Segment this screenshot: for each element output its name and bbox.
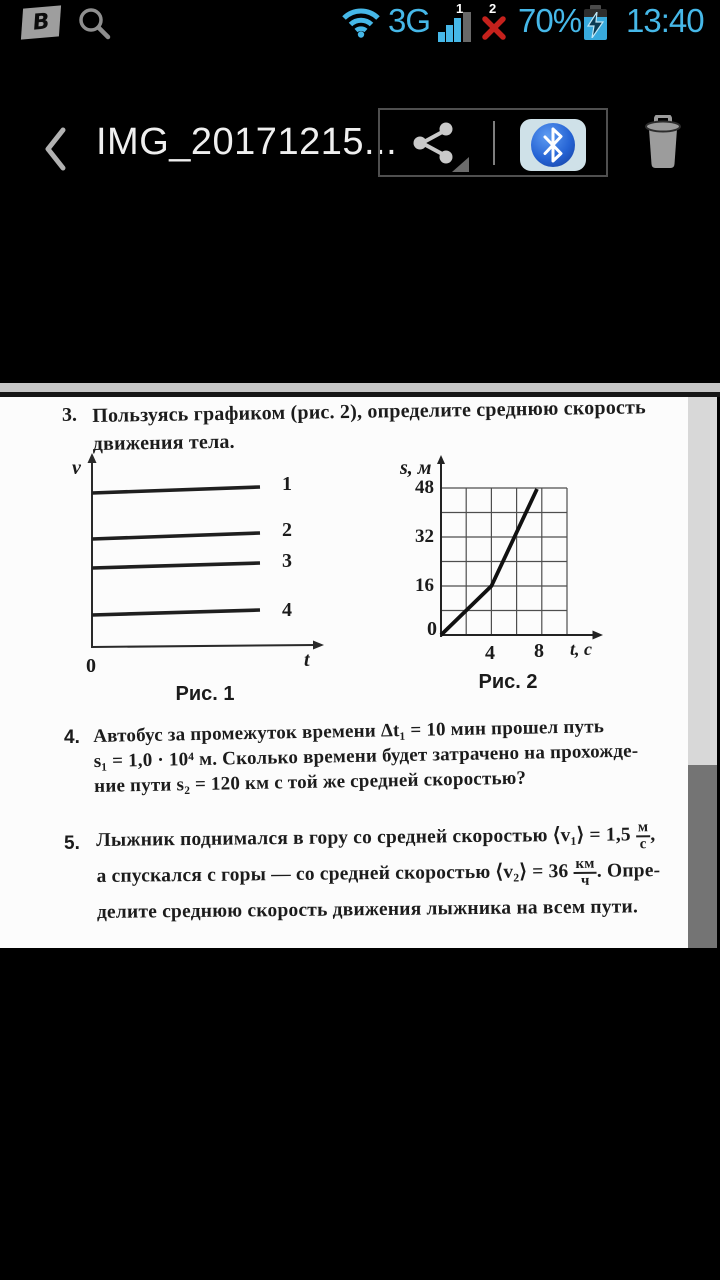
figure2-x-axis-label: t, с — [570, 639, 592, 659]
problem3-line2: движения тела. — [92, 430, 235, 455]
bluetooth-share-button[interactable] — [520, 119, 586, 171]
sim2-no-signal-icon — [481, 15, 507, 41]
problem4-line1: Автобус за промежуток времени Δt₁ = 10 мин прошел путь — [93, 716, 605, 747]
figure1 — [60, 453, 340, 713]
problem4-line3: ние пути s₂ = 120 км с той же средней скоростью? — [93, 767, 527, 797]
problem5-text — [96, 817, 661, 930]
header-divider — [493, 121, 495, 165]
figure2-caption: Рис. 2 — [478, 671, 538, 693]
figure2-xtick-8: 8 — [534, 640, 544, 662]
figure2-ytick-48: 48 — [415, 477, 434, 498]
share-actions-group — [378, 108, 608, 177]
battery-percent-label: 70% — [518, 2, 582, 39]
network-type-label: 3G — [388, 2, 431, 39]
sim1-index-label: 1 — [456, 1, 464, 16]
fraction2-denominator: ч — [580, 873, 590, 890]
search-notification-icon — [76, 5, 112, 41]
clock-label: 13:40 — [626, 2, 704, 39]
app-badge-letter: B — [31, 9, 51, 36]
problem4-line2: s₁ = 1,0 · 10⁴ м. Сколько времени будет затрачено на прохожде- — [93, 740, 639, 772]
problem5-line1-text: Лыжник поднимался в гору со средней скоростью ⟨v₁⟩ = 1,5 — [96, 824, 631, 851]
status-bar — [0, 0, 720, 45]
problem5-fraction1 — [636, 820, 651, 854]
figure2-xtick-4: 4 — [485, 642, 495, 664]
sim1-signal-icon — [438, 8, 472, 42]
fraction1-denominator: с — [639, 836, 647, 853]
fraction1-numerator: м — [636, 820, 651, 838]
problem3-number: 3. — [62, 404, 77, 426]
figure2-y-axis-label: s, м — [400, 457, 432, 479]
problem4-number: 4. — [64, 727, 80, 748]
problem5-line1 — [96, 817, 660, 859]
figure1-line1-label: 1 — [282, 473, 292, 495]
problem3-line1: Пользуясь графиком (рис. 2), определите среднюю скорость — [92, 396, 646, 427]
share-longpress-indicator-icon — [452, 157, 469, 172]
problem5-line2 — [96, 853, 660, 895]
figure1-line4-label: 4 — [282, 599, 292, 621]
photo-viewer[interactable] — [0, 383, 720, 948]
problem4-text — [93, 714, 639, 799]
figure1-y-axis-label: v — [72, 457, 81, 479]
page-top-strip — [0, 383, 720, 392]
bluetooth-icon — [520, 119, 586, 171]
problem5-line3: делите среднюю скорость движения лыжника на всем пути. — [96, 896, 639, 923]
problem5-fraction2 — [573, 856, 597, 890]
problem5-number: 5. — [64, 833, 80, 854]
problem5-line2-text: а спускался с горы — со средней скоростью ⟨v₂⟩ = 36 — [96, 861, 569, 887]
photo-title: IMG_20171215... — [96, 121, 398, 163]
figure2-plot — [400, 455, 630, 700]
fraction2-numerator: км — [573, 856, 596, 874]
problem3-text — [92, 393, 646, 458]
page-edge-light — [688, 397, 717, 765]
figure1-caption: Рис. 1 — [175, 683, 235, 705]
figure1-line3-label: 3 — [282, 550, 292, 572]
figure1-line2-label: 2 — [282, 519, 292, 541]
figure2-ytick-32: 32 — [415, 526, 434, 547]
problem5-line2-punct: . Опре- — [596, 860, 661, 882]
figure2-origin-label: 0 — [427, 618, 437, 640]
charging-bolt-icon — [586, 12, 605, 38]
wifi-icon — [340, 6, 382, 38]
problem5-line1-punct: , — [650, 824, 656, 846]
delete-button[interactable] — [642, 115, 684, 171]
gallery-header — [0, 45, 720, 163]
figure2-ytick-16: 16 — [415, 575, 434, 596]
back-button[interactable] — [44, 127, 68, 171]
figure1-x-axis-label: t — [304, 649, 310, 671]
page-edge-dark — [688, 765, 717, 948]
sim2-index-label: 2 — [489, 1, 497, 16]
app-notification-icon — [21, 5, 61, 39]
figure1-plot — [60, 453, 340, 713]
figure1-origin-label: 0 — [86, 655, 96, 677]
figure2 — [400, 455, 630, 700]
